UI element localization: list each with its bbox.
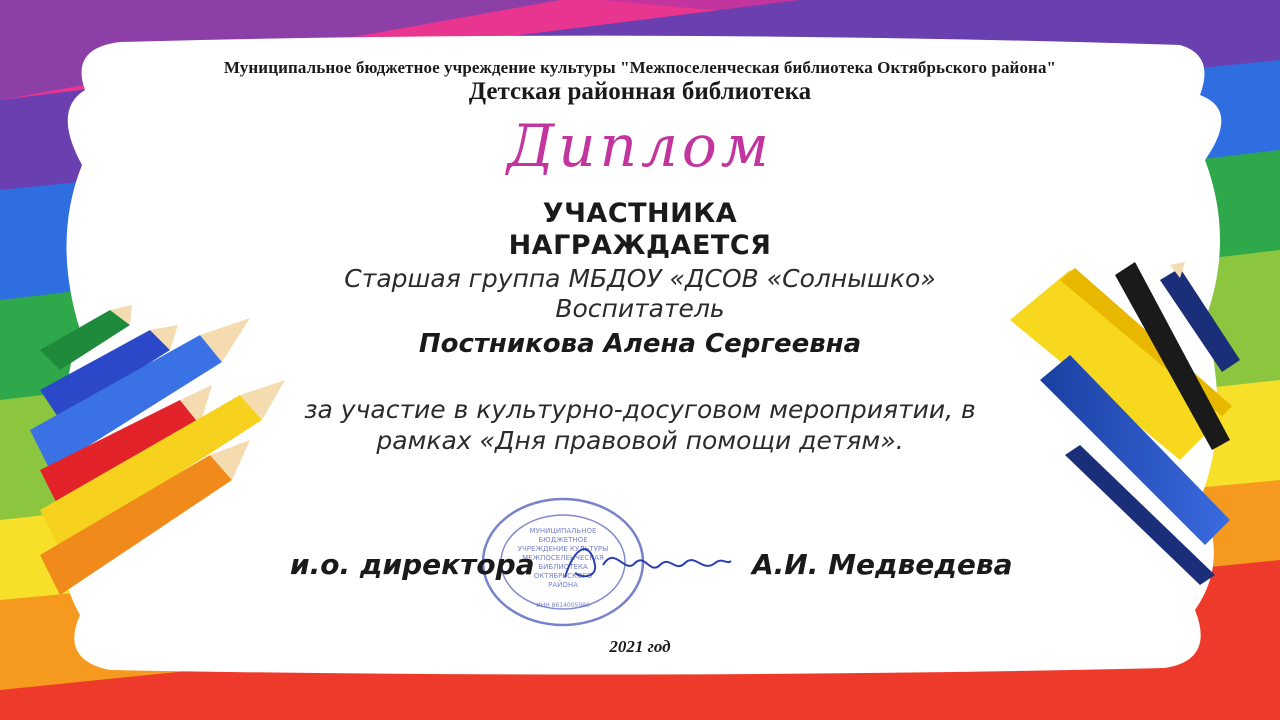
recipient-role: Воспитатель: [555, 294, 725, 323]
award-reason-line-1: за участие в культурно-досуговом мероприятии, в: [304, 395, 976, 424]
recipient-group: Старшая группа МБДОУ «ДСОВ «Солнышко»: [344, 264, 936, 293]
svg-text:ОКТЯБРЬСКОГО: ОКТЯБРЬСКОГО: [533, 572, 593, 580]
year-label: 2021 год: [609, 637, 671, 656]
svg-text:МЕЖПОСЕЛЕНЧЕСКАЯ: МЕЖПОСЕЛЕНЧЕСКАЯ: [522, 554, 604, 562]
svg-text:РАЙОНА: РАЙОНА: [548, 581, 578, 589]
recipient-name: Постникова Алена Сергеевна: [418, 329, 862, 359]
library-name: Детская районная библиотека: [468, 78, 812, 105]
participant-heading: УЧАСТНИКА: [542, 198, 738, 229]
svg-text:БЮДЖЕТНОЕ: БЮДЖЕТНОЕ: [538, 536, 588, 544]
svg-text:МУНИЦИПАЛЬНОЕ: МУНИЦИПАЛЬНОЕ: [529, 527, 597, 535]
svg-text:УЧРЕЖДЕНИЕ КУЛЬТУРЫ: УЧРЕЖДЕНИЕ КУЛЬТУРЫ: [517, 545, 609, 553]
svg-text:ИНН 8614005980: ИНН 8614005980: [536, 602, 590, 609]
diploma-title: Диплом: [507, 112, 773, 180]
director-position: и.о. директора: [290, 548, 535, 581]
director-name: А.И. Медведева: [752, 548, 1013, 581]
svg-text:БИБЛИОТЕКА: БИБЛИОТЕКА: [538, 563, 588, 571]
handwritten-signature: [555, 535, 735, 585]
award-reason-line-2: рамках «Дня правовой помощи детям».: [376, 426, 904, 455]
awarded-heading: НАГРАЖДАЕТСЯ: [508, 230, 772, 261]
institution-name: Муниципальное бюджетное учреждение культуры "Межпоселенческая библиотека Октябрьского района": [223, 58, 1057, 77]
